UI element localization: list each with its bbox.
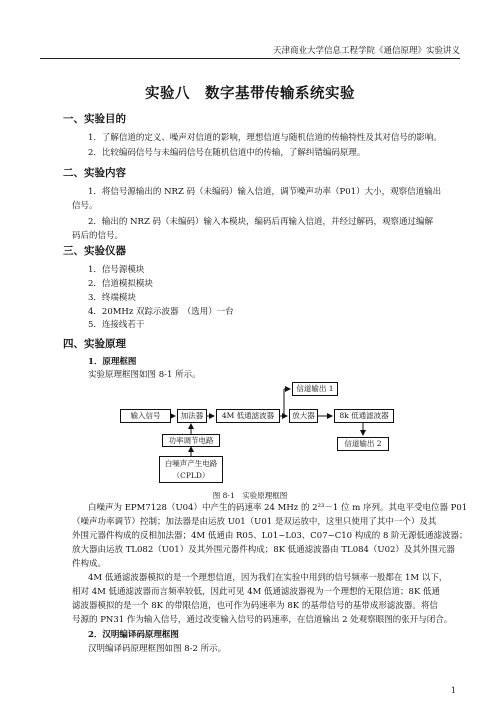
para-1-line-3: 外围元器件构成的反相加法器；4M 低通由 R05、L01~L03、C07~C10 构成的 8 阶无源低通滤波器； (72, 531, 468, 541)
content-item-2-line-1: 2．输出的 NRZ 码（未编码）输入本模块，编码后再输入信道，并经过解码，观察通过编解 (88, 217, 434, 227)
instrument-item-4: 4．20MHz 双踪示波器 （选用）一台 (88, 307, 234, 317)
para-1-line-1: 白噪声为 EPM7128（U04）中产生的码速率 24 MHz 的 2²³－1 位 m 序列。其电平受电位器 P01 (88, 503, 468, 513)
section-heading-purpose: 一、实验目的 (63, 113, 126, 125)
para-1-line-5: 件构成。 (72, 559, 107, 569)
content-item-1-line-1: 1．将信号源输出的 NRZ 码（未编码）输入信道，调节噪声功率（P01）大小，观察信道输出 (88, 187, 442, 197)
block-lpf-4m: 4M 低通滤波器 (216, 409, 280, 423)
block-white-noise-line-1: 白噪声产生电路 (164, 459, 218, 468)
instrument-item-5: 5．连接线若干 (88, 320, 145, 330)
running-header: 天津商业大学信息工程学院《通信原理》实验讲义 (272, 46, 460, 56)
content-item-1-line-2: 信号。 (72, 201, 98, 211)
block-input-signal: 输入信号 (120, 409, 171, 423)
para-1-line-2: （噪声功率调节）控制；加法器是由运放 U01（U01 是双运放中，这里只使用了其中一个）及其 (72, 517, 437, 527)
block-diagram (118, 378, 398, 486)
page-title: 实验八 数字基带传输系统实验 (145, 85, 355, 102)
purpose-item-2: 2．比较编码信号与未编码信号在随机信道中的传输，了解纠错编码原理。 (88, 148, 366, 158)
principle-sub-1: 1．原理框图 (88, 357, 137, 367)
content-item-2-line-2: 码后的信号。 (72, 231, 124, 241)
block-channel-output-1: 信道输出 1 (292, 382, 338, 396)
block-white-noise-line-2: （CPLD） (172, 471, 210, 480)
instrument-item-2: 2．信道模拟模块 (88, 279, 153, 289)
principle-sub-2-text: 汉明编译码原理框图如图 8-2 所示。 (88, 644, 227, 654)
block-white-noise (159, 456, 223, 483)
block-lpf-8k: 8k 低通滤波器 (334, 409, 394, 423)
principle-sub-1-text: 实验原理框图如图 8-1 所示。 (88, 370, 201, 380)
figure-caption: 图 8-1 实验原理框图 (212, 491, 288, 500)
instrument-item-1: 1．信号源模块 (88, 265, 145, 275)
section-heading-content: 二、实验内容 (63, 167, 126, 179)
block-amplifier: 放大器 (289, 409, 318, 423)
purpose-item-1: 1．了解信道的定义、噪声对信道的影响，理想信道与随机信道的传输特性及其对信号的影响。 (88, 133, 442, 143)
block-channel-output-2: 信道输出 2 (337, 437, 389, 451)
block-power-adjust: 功率调节电路 (162, 434, 220, 447)
block-adder: 加法器 (177, 409, 207, 423)
section-heading-instruments: 三、实验仪器 (63, 245, 126, 257)
section-heading-principle: 四、实验原理 (63, 338, 126, 350)
page-number: 1 (450, 686, 456, 695)
para-2-line-4: 号源的 PN31 作为输入信号，通过改变输入信号的码速率，在信道输出 2 处观察眼图的张开与闭合。 (72, 615, 453, 625)
para-1-line-4: 放大器由运放 TL082（U01）及其外围元器件构成；8K 低通滤波器由 TL084（U02）及其外围元器 (72, 545, 455, 555)
para-2-line-3: 滤波器模拟的是一个 8K 的带限信道，也可作为码速率为 8K 的基带信号的基带成形滤波器。将信 (72, 601, 438, 611)
header-rule (40, 58, 460, 59)
para-2-line-2: 相对 4M 低通滤波器而言频率较低，因此可见 4M 低通滤波器视为一个理想的无限信道；8K 低通 (72, 587, 440, 597)
instrument-item-3: 3．终端模块 (88, 293, 136, 303)
principle-sub-2: 2．汉明编译码原理框图 (88, 630, 179, 640)
para-2-line-1: 4M 低通滤波器模拟的是一个理想信道，因为我们在实验中用到的信号频率一般都在 1M 以下， (88, 573, 448, 583)
